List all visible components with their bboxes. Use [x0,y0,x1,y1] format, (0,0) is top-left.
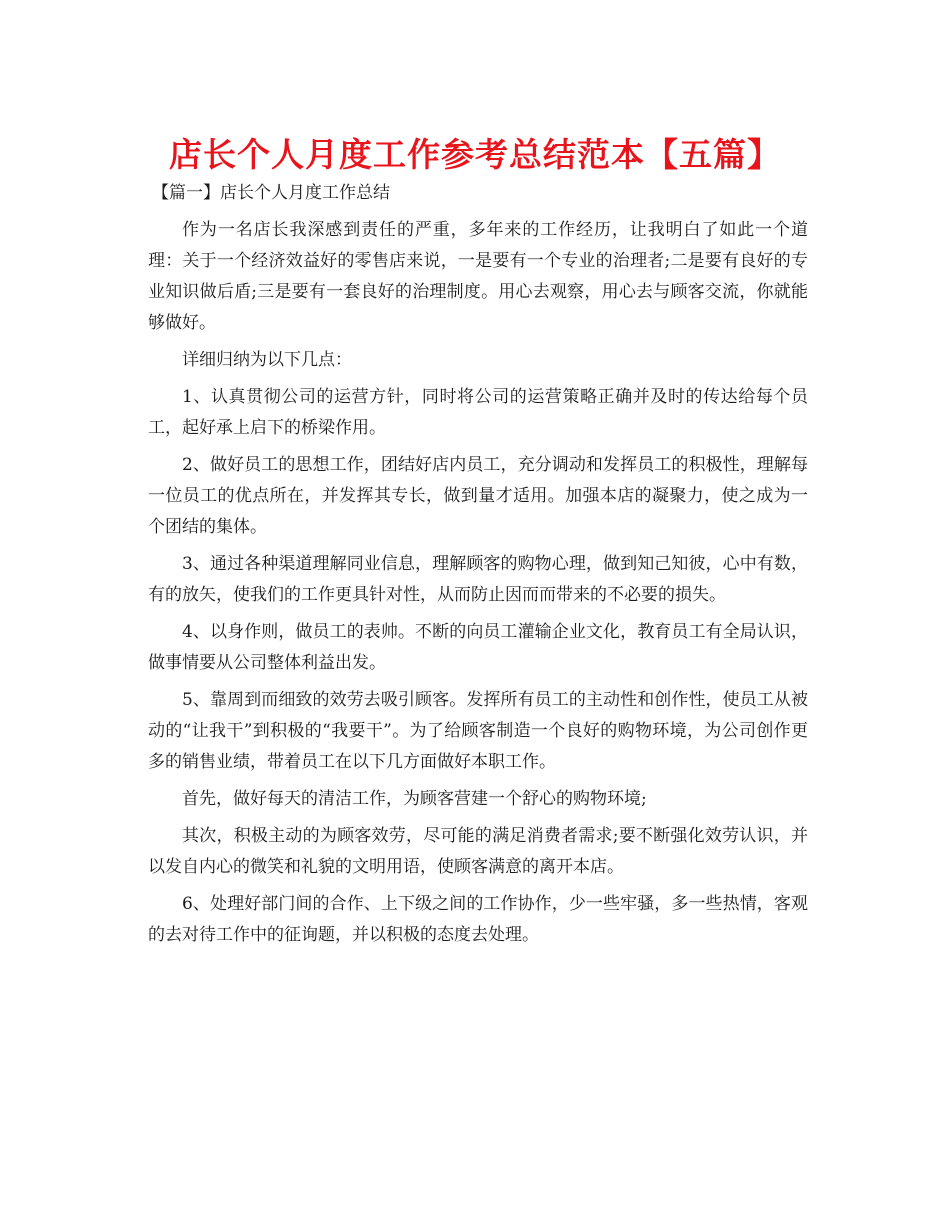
paragraph-point-2: 2、做好员工的思想工作，团结好店内员工，充分调动和发挥员工的积极性，理解每一位员工的优点所在，并发挥其专长，做到量才适用。加强本店的凝聚力，使之成为一个团结的集体。 [148,455,808,537]
document-body [148,178,808,957]
paragraph-point-3: 3、通过各种渠道理解同业信息，理解顾客的购物心理，做到知己知彼，心中有数，有的放矢，使我们的工作更具针对性，从而防止因而而带来的不必要的损失。 [148,554,808,605]
paragraph-second: 其次，积极主动的为顾客效劳，尽可能的满足消费者需求;要不断强化效劳认识，并以发自内心的微笑和礼貌的文明用语，使顾客满意的离开本店。 [148,826,808,877]
page-title: 店长个人月度工作参考总结范本【五篇】 [169,135,781,174]
paragraph-point-6: 6、处理好部门间的合作、上下级之间的工作协作，少一些牢骚，多一些热情，客观的去对待工作中的征询题，并以积极的态度去处理。 [148,894,808,945]
paragraph-point-1: 1、认真贯彻公司的运营方针，同时将公司的运营策略正确并及时的传达给每个员工，起好承上启下的桥梁作用。 [148,387,808,438]
paragraph-point-4: 4、以身作则，做员工的表帅。不断的向员工灌输企业文化，教育员工有全局认识，做事情要从公司整体利益出发。 [148,622,808,673]
paragraph-summary-lead: 详细归纳为以下几点： [182,350,352,370]
paragraph-intro: 作为一名店长我深感到责任的严重，多年来的工作经历，让我明白了如此一个道理：关于一个经济效益好的零售店来说，一是要有一个专业的治理者;二是要有良好的专业知识做后盾;三是要有一套良好的治理制度。用心去观察，用心去与顾客交流，你就能够做好。 [148,220,808,333]
paragraph-first: 首先，做好每天的清洁工作，为顾客营建一个舒心的购物环境; [182,789,647,809]
section-heading: 【篇一】店长个人月度工作总结 [152,183,390,203]
paragraph-point-5: 5、靠周到而细致的效劳去吸引顾客。发挥所有员工的主动性和创作性，使员工从被动的“让我干”到积极的“我要干”。为了给顾客制造一个良好的购物环境，为公司创作更多的销售业绩，带着员工在以下几方面做好本职工作。 [148,690,808,772]
